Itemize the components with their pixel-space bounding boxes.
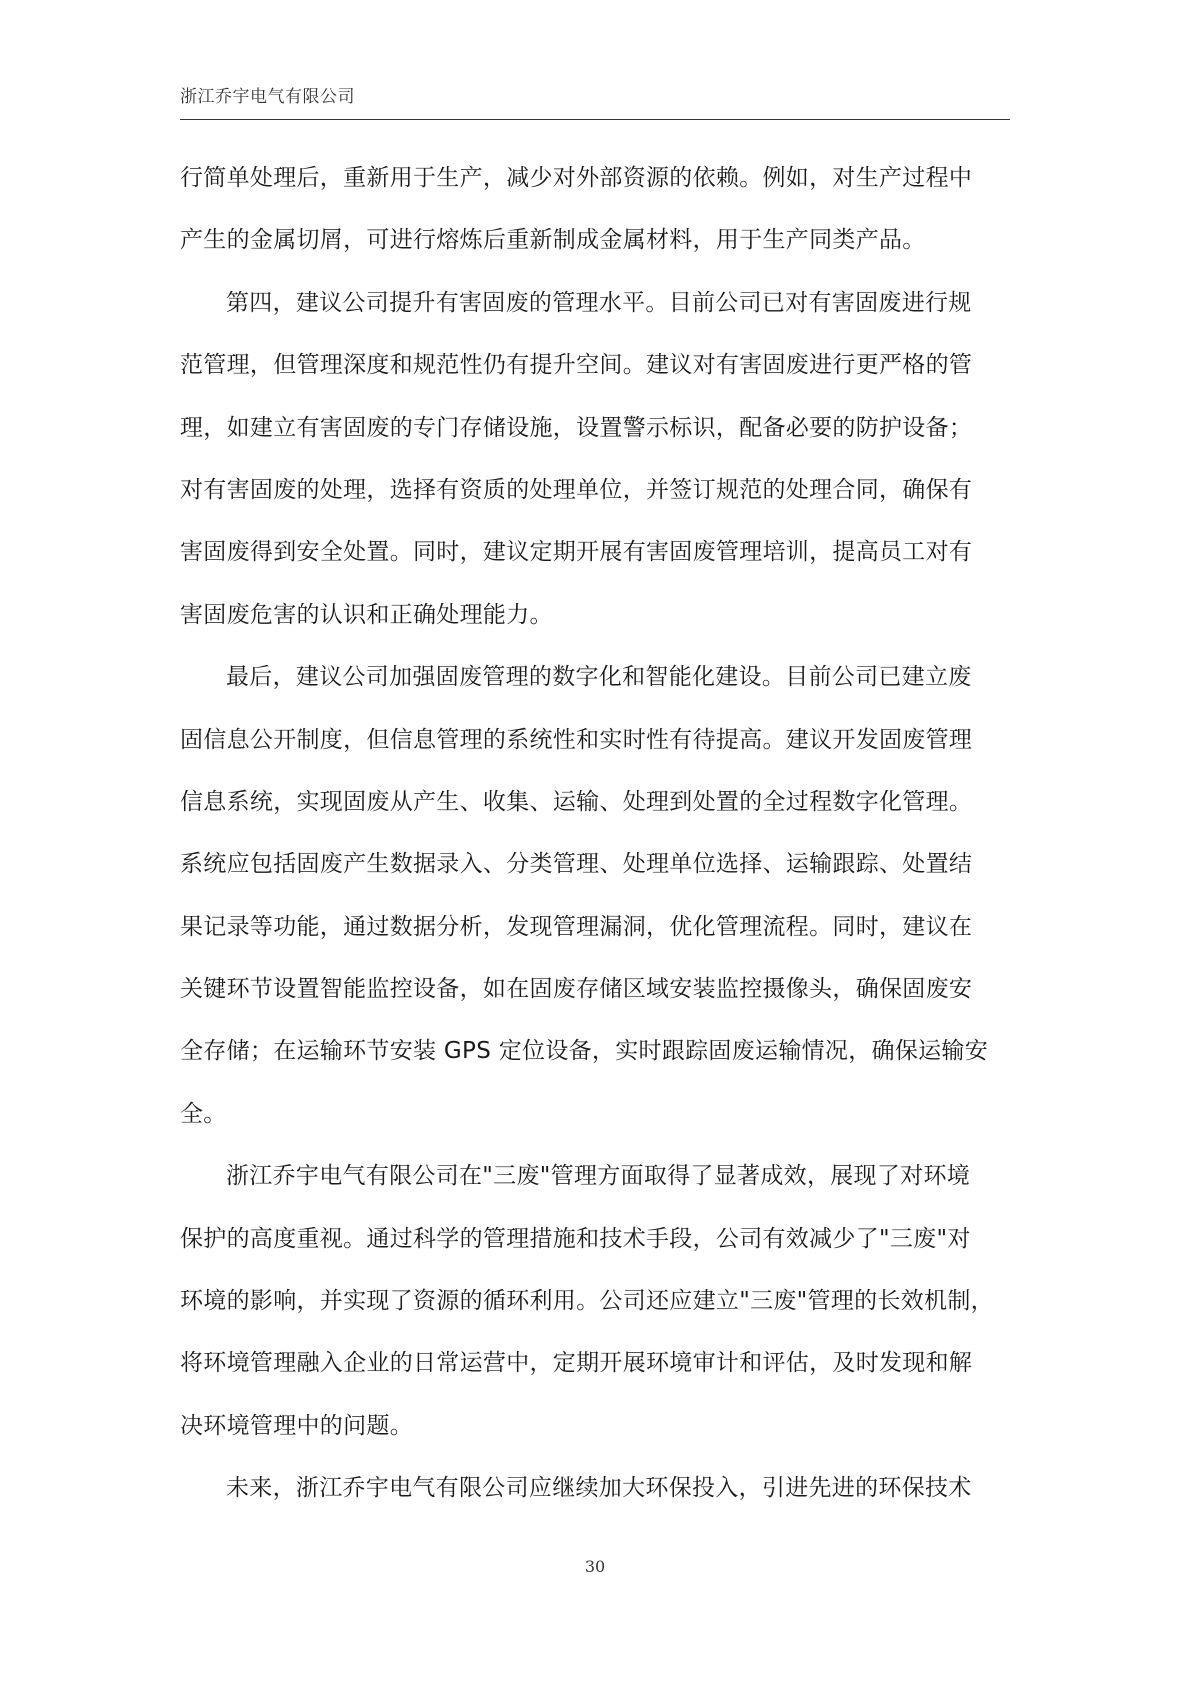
text-line: 环境的影响，并实现了资源的循环利用。公司还应建立"三废"管理的长效机制，	[180, 1288, 994, 1315]
text-line: 害固废危害的认识和正确处理能力。	[180, 601, 553, 628]
text-line: 决环境管理中的问题。	[180, 1412, 413, 1439]
text-line: 果记录等功能，通过数据分析，发现管理漏洞，优化管理流程。同时，建议在	[180, 913, 973, 940]
text-line: 对有害固废的处理，选择有资质的处理单位，并签订规范的处理合同，确保有	[180, 476, 973, 503]
text-line: 最后，建议公司加强固废管理的数字化和智能化建设。目前公司已建立废	[226, 664, 972, 691]
text-line: 产生的金属切屑，可进行熔炼后重新制成金属材料，用于生产同类产品。	[180, 227, 926, 254]
text-line: 全。	[180, 1100, 227, 1127]
text-line: 信息系统，实现固废从产生、收集、运输、处理到处置的全过程数字化管理。	[180, 788, 973, 815]
header-company-name: 浙江乔宇电气有限公司	[180, 87, 355, 107]
text-line: 第四，建议公司提升有害固废的管理水平。目前公司已对有害固废进行规	[226, 289, 972, 316]
text-line: 害固废得到安全处置。同时，建议定期开展有害固废管理培训，提高员工对有	[180, 539, 973, 566]
text-line: 全存储；在运输环节安装 GPS 定位设备，实时跟踪固废运输情况，确保运输安	[180, 1038, 989, 1065]
text-line: 理，如建立有害固废的专门存储设施，设置警示标识，配备必要的防护设备；	[180, 414, 973, 441]
text-line: 关键环节设置智能监控设备，如在固废存储区域安装监控摄像头，确保固废安	[180, 976, 973, 1003]
document-body	[180, 147, 1010, 1520]
text-line: 系统应包括固废产生数据录入、分类管理、处理单位选择、运输跟踪、处置结	[180, 851, 973, 878]
text-line: 固信息公开制度，但信息管理的系统性和实时性有待提高。建议开发固废管理	[180, 726, 973, 753]
text-line: 将环境管理融入企业的日常运营中，定期开展环境审计和评估，及时发现和解	[180, 1350, 973, 1377]
page-header	[180, 86, 1010, 120]
page-number: 30	[584, 1557, 606, 1576]
text-line: 范管理，但管理深度和规范性仍有提升空间。建议对有害固废进行更严格的管	[180, 352, 973, 379]
text-line: 行简单处理后，重新用于生产，减少对外部资源的依赖。例如，对生产过程中	[180, 165, 973, 191]
text-line: 保护的高度重视。通过科学的管理措施和技术手段，公司有效减少了"三废"对	[180, 1225, 971, 1252]
text-line: 浙江乔宇电气有限公司在"三废"管理方面取得了显著成效，展现了对环境	[226, 1163, 971, 1190]
text-line: 未来，浙江乔宇电气有限公司应继续加大环保投入，引进先进的环保技术	[226, 1475, 972, 1502]
